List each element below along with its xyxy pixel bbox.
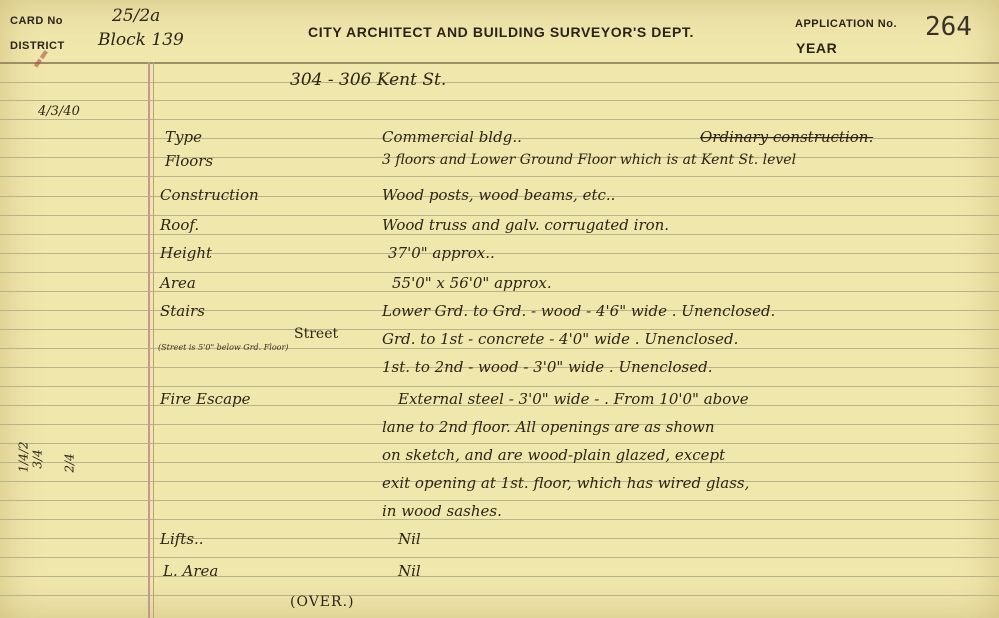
lifts-label: Lifts..	[160, 530, 204, 548]
over-note: (OVER.)	[290, 594, 355, 610]
l-area-value: Nil	[398, 562, 421, 580]
height-value: 37'0" approx..	[388, 244, 495, 262]
district-label: DISTRICT	[10, 40, 65, 52]
fire-escape-line-1: External steel - 3'0" wide - . From 10'0" above	[398, 390, 749, 408]
district-value: Block 139	[98, 30, 184, 50]
fire-escape-line-4: exit opening at 1st. floor, which has wired glass,	[382, 474, 750, 492]
construction-label: Construction	[160, 186, 259, 204]
floors-value: 3 floors and Lower Ground Floor which is at Kent St. level	[382, 152, 797, 168]
application-label: APPLICATION No.	[795, 18, 898, 30]
fire-escape-line-3: on sketch, and are wood-plain glazed, except	[382, 446, 726, 464]
faded-stamp: ▬▬	[29, 46, 52, 71]
construction-value: Wood posts, wood beams, etc..	[382, 186, 616, 204]
area-label: Area	[160, 274, 196, 292]
department-title: CITY ARCHITECT AND BUILDING SURVEYOR'S DEPT.	[308, 24, 694, 40]
date-margin: 4/3/40	[38, 104, 80, 119]
street-word: Street	[294, 326, 339, 342]
stairs-line-3: 1st. to 2nd - wood - 3'0" wide . Unenclosed.	[382, 358, 713, 376]
card-no-value: 25/2a	[112, 6, 161, 26]
margin-note-2: 3/4	[30, 449, 45, 469]
roof-label: Roof.	[160, 216, 200, 234]
type-value: Commercial bldg..	[382, 128, 522, 146]
height-label: Height	[160, 244, 213, 262]
street-address: 304 - 306 Kent St.	[290, 70, 447, 90]
type-label: Type	[165, 128, 202, 146]
stairs-line-2: Grd. to 1st - concrete - 4'0" wide . Unenclosed.	[382, 330, 739, 348]
type-extra: Ordinary construction.	[700, 128, 874, 146]
fire-escape-line-2: lane to 2nd floor. All openings are as shown	[382, 418, 715, 436]
fire-escape-line-5: in wood sashes.	[382, 502, 502, 520]
application-number: 264	[925, 12, 972, 42]
l-area-label: L. Area	[163, 562, 219, 580]
floors-label: Floors	[165, 152, 214, 170]
roof-value: Wood truss and galv. corrugated iron.	[382, 216, 670, 234]
margin-note-3: 2/4	[62, 453, 77, 473]
area-value: 55'0" x 56'0" approx.	[392, 274, 552, 292]
stairs-label: Stairs	[160, 302, 205, 320]
year-label: YEAR	[796, 40, 838, 56]
card-no-label: CARD No	[10, 15, 63, 27]
fire-escape-label: Fire Escape	[160, 390, 251, 408]
lifts-value: Nil	[398, 530, 421, 548]
margin-note-1: 1/4/2	[16, 441, 31, 473]
stairs-note: (Street is 5'0" below Grd. Floor)	[158, 343, 289, 352]
stairs-line-1: Lower Grd. to Grd. - wood - 4'6" wide . Unenclosed.	[382, 302, 776, 320]
